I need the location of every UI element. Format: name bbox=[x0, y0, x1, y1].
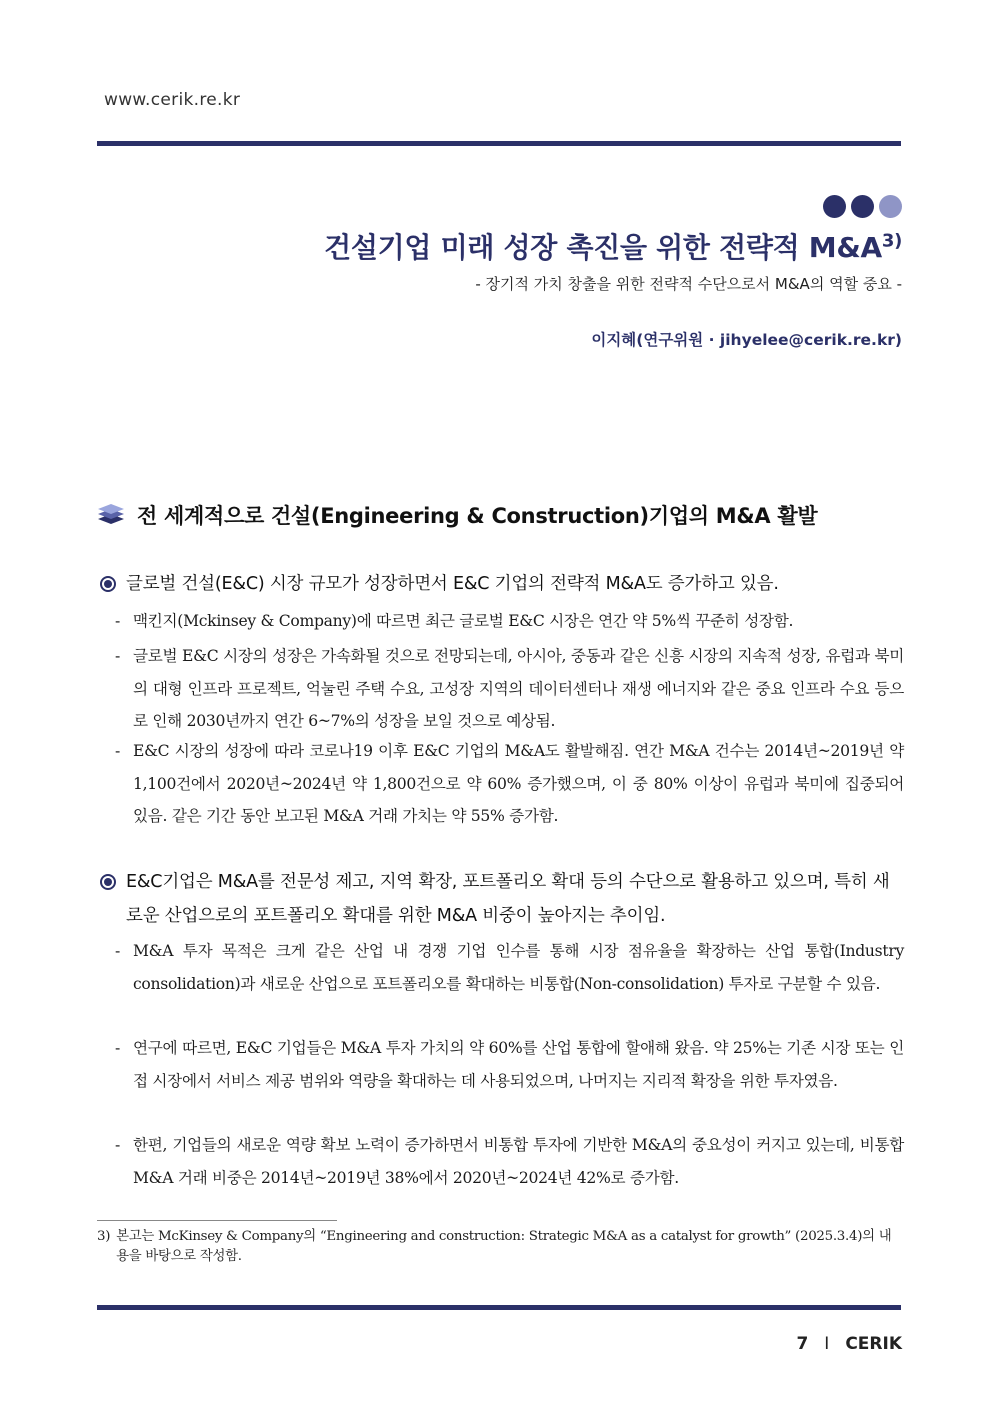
detail-text: 맥킨지(Mckinsey & Company)에 따르면 최근 글로벌 E&C 시장은 연간 약 5%씩 꾸준히 성장함. bbox=[133, 612, 794, 630]
title-dot bbox=[823, 195, 846, 218]
dash-marker: - bbox=[115, 647, 120, 665]
dash-marker: - bbox=[115, 742, 120, 760]
key-point-text: 글로벌 건설(E&C) 시장 규모가 성장하면서 E&C 기업의 전략적 M&A도 증가하고 있음. bbox=[126, 574, 779, 594]
footer-divider bbox=[97, 1305, 901, 1310]
page-number: 7 bbox=[796, 1334, 809, 1354]
footer-brand: CERIK bbox=[845, 1334, 902, 1354]
bullet-circle-icon bbox=[100, 874, 116, 890]
dash-marker: - bbox=[115, 612, 120, 630]
detail-text: 연구에 따르면, E&C 기업들은 M&A 투자 가치의 약 60%를 산업 통합에 할애해 왔음. 약 25%는 기존 시장 또는 인접 시장에서 서비스 제공 범위와 역량을 확대하는 데 사용되었으며, 나머지는 지리적 확장을 위한 투자였음. bbox=[133, 1039, 904, 1090]
title-dots-decoration bbox=[823, 195, 902, 218]
footnote-marker: 3) bbox=[97, 1229, 111, 1244]
dash-marker: - bbox=[115, 942, 120, 960]
key-point-text: E&C기업은 M&A를 전문성 제고, 지역 확장, 포트폴리오 확대 등의 수단으로 활용하고 있으며, 특히 새로운 산업으로의 포트폴리오 확대를 위한 M&A 비중이 높아지는 추이임. bbox=[126, 872, 890, 926]
title-dot bbox=[851, 195, 874, 218]
title-dot bbox=[879, 195, 902, 218]
bullet-circle-icon bbox=[100, 576, 116, 592]
stacked-layers-icon bbox=[97, 502, 125, 528]
header-divider bbox=[97, 141, 901, 146]
article-title bbox=[324, 226, 902, 266]
detail-text: M&A 투자 목적은 크게 같은 산업 내 경쟁 기업 인수를 통해 시장 점유율을 확장하는 산업 통합(Industry consolidation)과 새로운 산업으로 포트폴리오를 확대하는 비통합(Non-consolidation) 투자로 구분할 수 있음. bbox=[133, 942, 904, 993]
site-url[interactable]: www.cerik.re.kr bbox=[104, 90, 241, 110]
section-heading bbox=[97, 500, 817, 530]
detail-item bbox=[115, 640, 904, 738]
dash-marker: - bbox=[115, 1039, 120, 1057]
footnote-text: 본고는 McKinsey & Company의 “Engineering and construction: Strategic M&A as a catalyst for growth” (2025.3.4)의 내용을 바탕으로 작성함. bbox=[116, 1229, 892, 1264]
detail-text: 글로벌 E&C 시장의 성장은 가속화될 것으로 전망되는데, 아시아, 중동과 같은 신흥 시장의 지속적 성장, 유럽과 북미의 대형 인프라 프로젝트, 억눌린 주택 수요, 고성장 지역의 데이터센터나 재생 에너지와 같은 중요 인프라 수요 등으로 인해 2030년까지 연간 6~7%의 성장을 보일 것으로 예상됨. bbox=[133, 647, 904, 730]
detail-item bbox=[115, 605, 904, 638]
author-byline: 이지혜(연구위원 · jihyelee@cerik.re.kr) bbox=[591, 331, 902, 349]
detail-item bbox=[115, 1129, 904, 1194]
page-footer bbox=[796, 1334, 902, 1354]
section-heading-text: 전 세계적으로 건설(Engineering & Construction)기업의 M&A 활발 bbox=[137, 504, 818, 528]
detail-item bbox=[115, 935, 904, 1000]
article-subtitle: - 장기적 가치 창출을 위한 전략적 수단으로서 M&A의 역할 중요 - bbox=[475, 275, 902, 293]
detail-item bbox=[115, 1032, 904, 1097]
title-footnote-ref[interactable]: 3) bbox=[881, 230, 902, 252]
detail-item bbox=[115, 735, 904, 833]
key-point bbox=[100, 567, 902, 601]
key-point bbox=[100, 865, 902, 933]
detail-text: 한편, 기업들의 새로운 역량 확보 노력이 증가하면서 비통합 투자에 기반한 M&A의 중요성이 커지고 있는데, 비통합 M&A 거래 비중은 2014년~2019년 38%에서 2020년~2024년 42%로 증가함. bbox=[133, 1136, 904, 1187]
footnote-divider bbox=[97, 1220, 337, 1221]
footnote bbox=[97, 1227, 903, 1267]
footer-separator: I bbox=[824, 1334, 830, 1354]
article-title-text: 건설기업 미래 성장 촉진을 위한 전략적 M&A bbox=[324, 231, 882, 264]
detail-text: E&C 시장의 성장에 따라 코로나19 이후 E&C 기업의 M&A도 활발해짐. 연간 M&A 건수는 2014년~2019년 약 1,100건에서 2020년~2024년 약 1,800건으로 약 60% 증가했으며, 이 중 80% 이상이 유럽과 북미에 집중되어 있음. 같은 기간 동안 보고된 M&A 거래 가치는 약 55% 증가함. bbox=[133, 742, 904, 825]
dash-marker: - bbox=[115, 1136, 120, 1154]
